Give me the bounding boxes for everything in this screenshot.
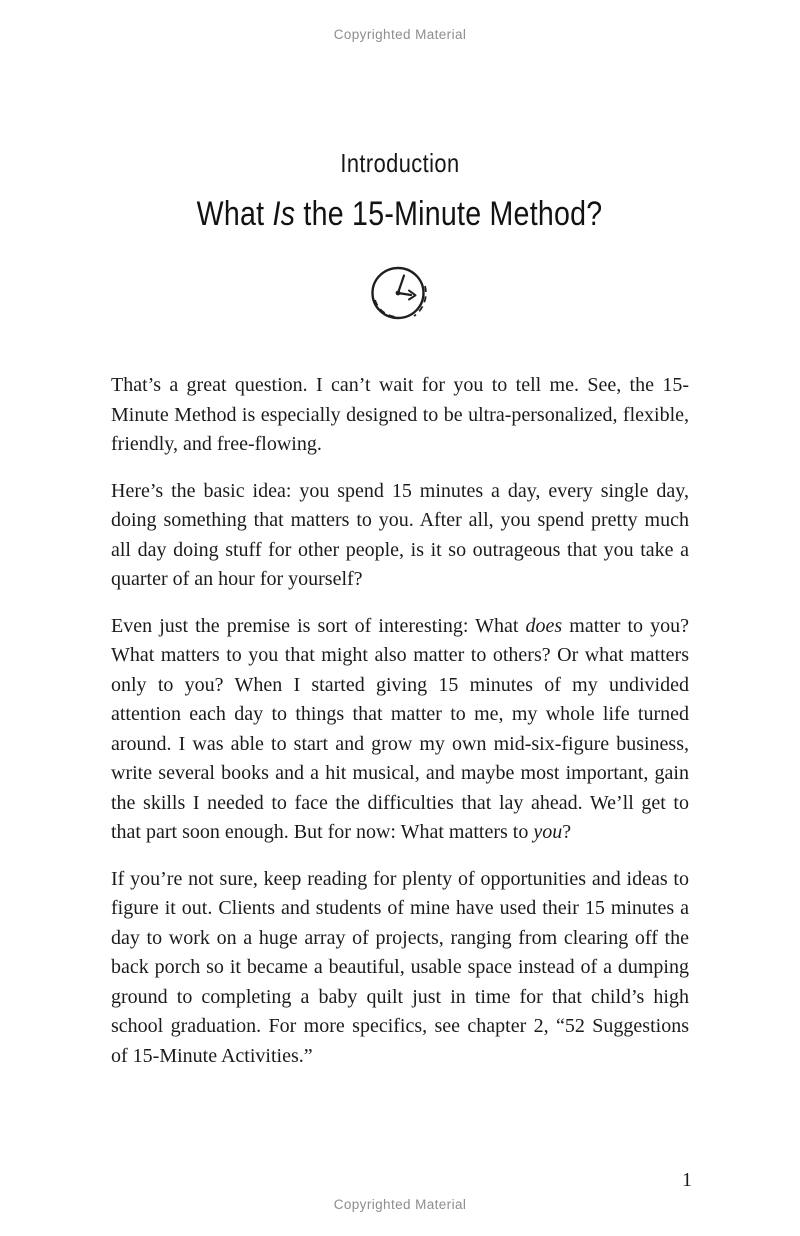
chapter-kicker: Introduction xyxy=(340,148,460,178)
clock-icon xyxy=(0,262,800,331)
chapter-title-row xyxy=(0,179,800,234)
page-number: 1 xyxy=(682,1169,692,1191)
paragraph-1: That’s a great question. I can’t wait for you to tell me. See, the 15-Minute Method is especially designed to be ultra-personalized, flexible, friendly, and free-flowing. xyxy=(111,374,689,455)
body-text xyxy=(111,371,689,1071)
copyright-notice-top: Copyrighted Material xyxy=(333,27,467,42)
paragraph-3: Even just the premise is sort of interesting: What does matter to you? What matters to you that might also matter to others? Or what matters only to you? When I started giving 15 minutes of my undivided attention each day to things that matter to me, my whole life turned around. I was able to start and grow my own mid-six-figure business, write several books and a hit musical, and maybe most important, gain the skills I needed to face the difficulties that lay ahead. We’ll get to that part soon enough. But for now: What matters to you? xyxy=(111,614,689,843)
copyright-notice-bottom: Copyrighted Material xyxy=(333,1197,467,1212)
paragraph-2: Here’s the basic idea: you spend 15 minutes a day, every single day, doing something that matters to you. After all, you spend pretty much all day doing stuff for other people, is it so outrageous that you take a quarter of an hour for yourself? xyxy=(111,479,689,590)
chapter-title: What Is the 15-Minute Method? xyxy=(197,195,603,233)
paragraph-4: If you’re not sure, keep reading for plenty of opportunities and ideas to figure it out. Clients and students of mine have used their 15 minutes a day to work on a huge array of projects, ranging from clearing off the back porch so it became a beautiful, usable space instead of a dumping ground to completing a baby quilt just in time for that child’s high school graduation. For more specifics, see chapter 2, “52 Suggestions of 15-Minute Activities.” xyxy=(111,867,689,1067)
